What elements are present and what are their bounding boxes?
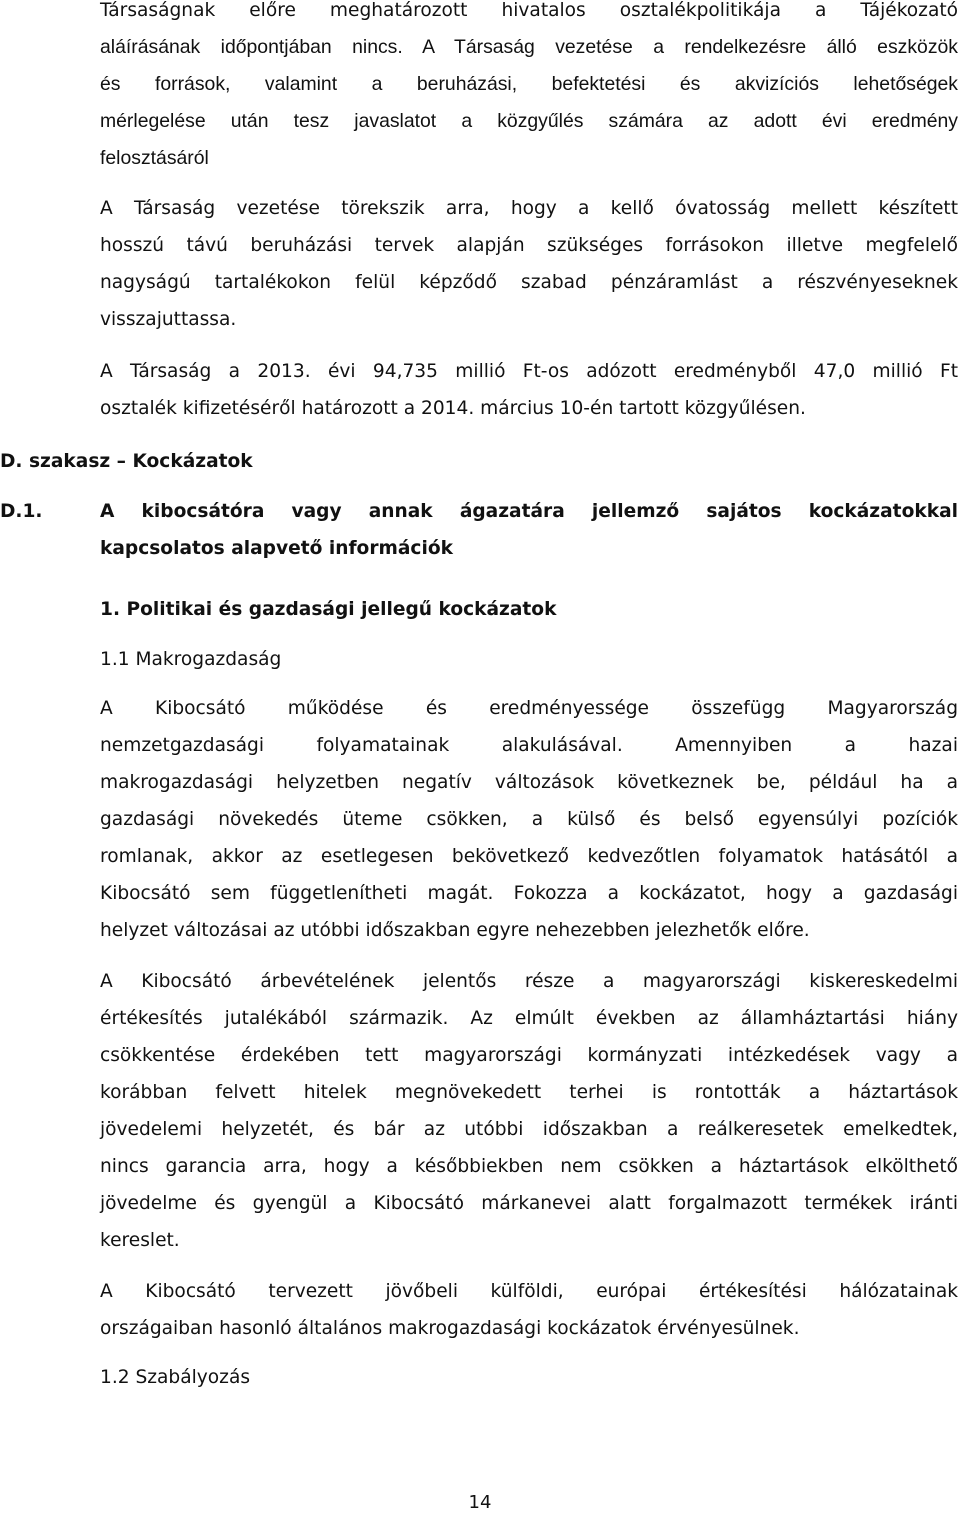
paragraph-arbevetel xyxy=(100,963,958,1259)
text-line: visszajuttassa. xyxy=(100,309,237,330)
text-line: makrogazdasági helyzetben negatív változások következnek be, például ha a xyxy=(100,772,958,793)
heading-szabalyozas: 1.2 Szabályozás xyxy=(100,1367,251,1388)
text-line: hosszú távú beruházási tervek alapján szükséges forrásokon illetve megfelelő xyxy=(100,235,958,256)
text-line: A kibocsátóra vagy annak ágazatára jellemző sajátos kockázatokkal xyxy=(100,501,958,522)
text-line: nemzetgazdasági folyamatainak alakulásával. Amennyiben a hazai xyxy=(100,735,958,756)
text-line: A Kibocsátó tervezett jövőbeli külföldi, európai értékesítési hálózatainak xyxy=(100,1281,958,1302)
text-line: gazdasági növekedés üteme csökken, a külső és belső egyensúlyi pozíciók xyxy=(100,809,958,830)
text-line: felosztásáról xyxy=(100,147,209,169)
text-line: A Kibocsátó árbevételének jelentős része a magyarországi kiskereskedelmi xyxy=(100,971,958,992)
text-line: A Kibocsátó működése és eredményessége összefügg Magyarország xyxy=(100,698,958,719)
text-line: aláírásának időpontjában nincs. A Társaság vezetése a rendelkezésre álló eszközök xyxy=(100,36,958,58)
text-line: nincs garancia arra, hogy a későbbiekben nem csökken a háztartások elkölthető xyxy=(100,1156,958,1177)
subsection-title xyxy=(100,493,958,567)
text-line: osztalék kifizetéséről határozott a 2014. március 10-én tartott közgyűlésen. xyxy=(100,398,806,419)
text-line: jövedelemi helyzetét, és bár az utóbbi időszakban a reálkeresetek emelkedtek, xyxy=(100,1119,958,1140)
text-line: A Társaság vezetése törekszik arra, hogy a kellő óvatosság mellett készített xyxy=(100,198,958,219)
paragraph-makro xyxy=(100,690,958,949)
section-heading: D. szakasz – Kockázatok xyxy=(0,451,253,472)
paragraph-osztalek xyxy=(100,353,958,427)
paragraph-vezetes xyxy=(100,190,958,338)
text-line: értékesítés jutalékából származik. Az elmúlt években az államháztartási hiány xyxy=(100,1008,958,1029)
text-line: kapcsolatos alapvető információk xyxy=(100,538,453,559)
text-line: országaiban hasonló általános makrogazdasági kockázatok érvényesülnek. xyxy=(100,1318,800,1339)
intro-paragraph xyxy=(100,0,958,177)
heading-politikai: 1. Politikai és gazdasági jellegű kockázatok xyxy=(100,599,557,620)
text-line: csökkentése érdekében tett magyarországi kormányzati intézkedések vagy a xyxy=(100,1045,958,1066)
text-line: Kibocsátó sem függetlenítheti magát. Fokozza a kockázatot, hogy a gazdasági xyxy=(100,883,958,904)
text-line: mérlegelése után tesz javaslatot a közgyűlés számára az adott évi eredmény xyxy=(100,110,958,132)
text-line: és források, valamint a beruházási, befektetési és akvizíciós lehetőségek xyxy=(100,73,958,95)
text-line: korábban felvett hitelek megnövekedett terhei is rontották a háztartások xyxy=(100,1082,958,1103)
text-line: A Társaság a 2013. évi 94,735 millió Ft-os adózott eredményből 47,0 millió Ft xyxy=(100,361,958,382)
paragraph-kulfoldi xyxy=(100,1273,958,1347)
text-line: Társaságnak előre meghatározott hivatalos osztalékpolitikája a Tájékozató xyxy=(100,0,958,21)
text-line: helyzet változásai az utóbbi időszakban egyre nehezebben jelezhetők előre. xyxy=(100,920,810,941)
heading-makrogazdasag: 1.1 Makrogazdaság xyxy=(100,649,282,670)
page-number: 14 xyxy=(468,1492,492,1513)
text-line: nagyságú tartalékokon felül képződő szabad pénzáramlást a részvényeseknek xyxy=(100,272,958,293)
text-line: jövedelme és gyengül a Kibocsátó márkanevei alatt forgalmazott termékek iránti xyxy=(100,1193,958,1214)
subsection-number: D.1. xyxy=(0,501,43,522)
text-line: kereslet. xyxy=(100,1230,180,1251)
text-line: romlanak, akkor az esetlegesen bekövetkező kedvezőtlen folyamatok hatásától a xyxy=(100,846,958,867)
